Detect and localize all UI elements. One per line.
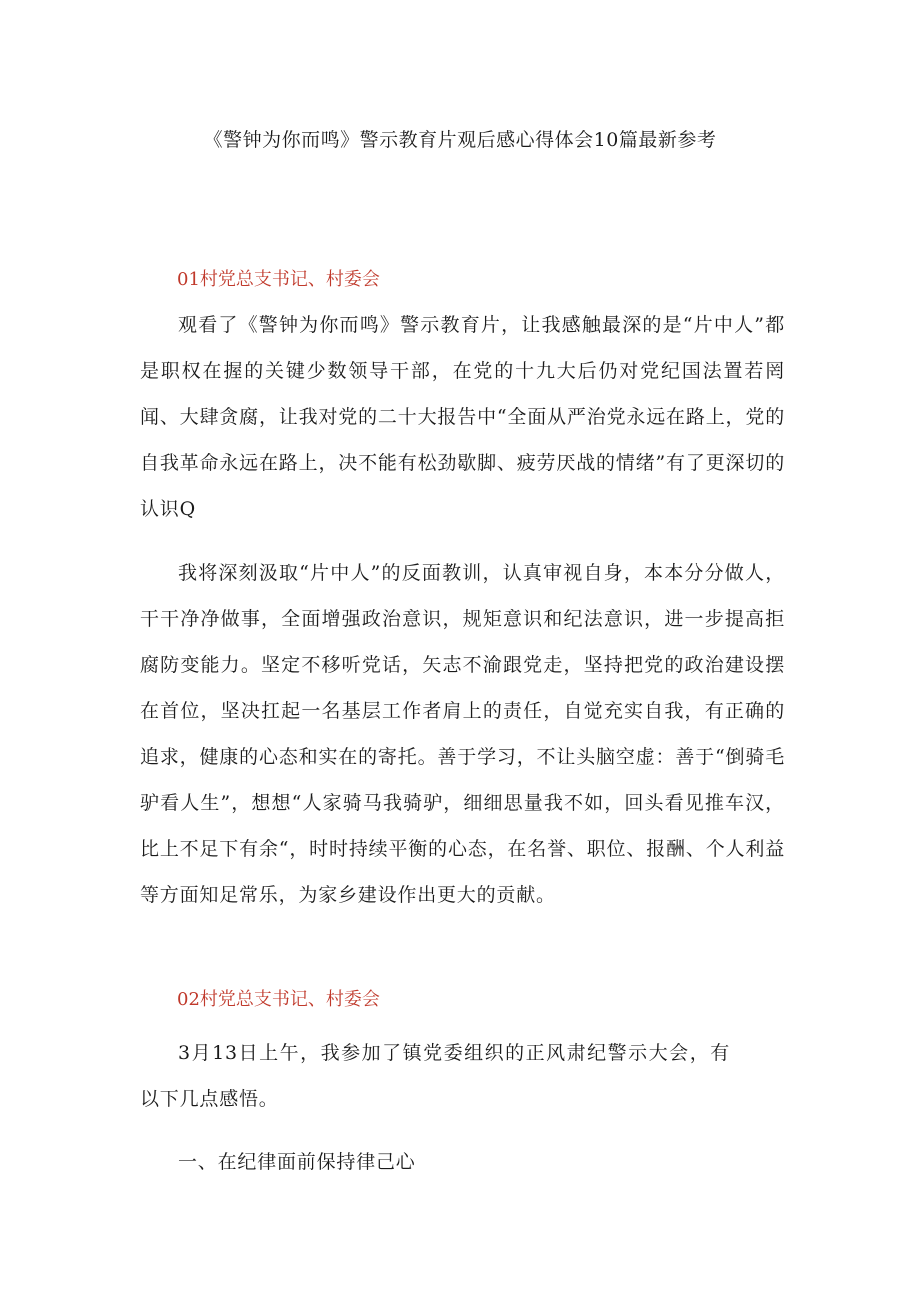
document-title: 《警钟为你而鸣》警示教育片观后感心得体会10篇最新参考 — [203, 129, 717, 151]
section-heading-02: 02村党总支书记、村委会 — [177, 989, 380, 1010]
section-02-paragraph-1: 3月13日上午，我参加了镇党委组织的正风肃纪警示大会，有以下几点感悟。 — [140, 1042, 730, 1110]
section-heading-01: 01村党总支书记、村委会 — [177, 269, 380, 290]
section-01-paragraph-2: 我将深刻汲取“片中人”的反面教训，认真审视自身，本本分分做人，干干净净做事，全面增强政治意识，规矩意识和纪法意识，进一步提高拒腐防变能力。坚定不移听党话，矢志不渝跟党走，坚持把党的政治建设摆在首位，坚决扛起一名基层工作者肩上的责任，自觉充实自我，有正确的追求，健康的心态和实在的寄托。善于学习，不让头脑空虚：善于“倒骑毛驴看人生”，想想“人家骑马我骑驴，细细思量我不如，回头看见推车汉，比上不足下有余“，时时持续平衡的心态，在名誉、职位、报酬、个人利益等方面知足常乐，为家乡建设作出更大的贡献。 — [140, 562, 785, 906]
section-01-paragraph-1: 观看了《警钟为你而鸣》警示教育片，让我感触最深的是“片中人”都是职权在握的关键少数领导干部，在党的十九大后仍对党纪国法置若罔闻、大肆贪腐，让我对党的二十大报告中“全面从严治党永远在路上，党的自我革命永远在路上，决不能有松劲歇脚、疲劳厌战的情绪”有了更深切的认识Q — [140, 314, 785, 520]
section-02-subheading: 一、在纪律面前保持律己心 — [178, 1151, 416, 1173]
